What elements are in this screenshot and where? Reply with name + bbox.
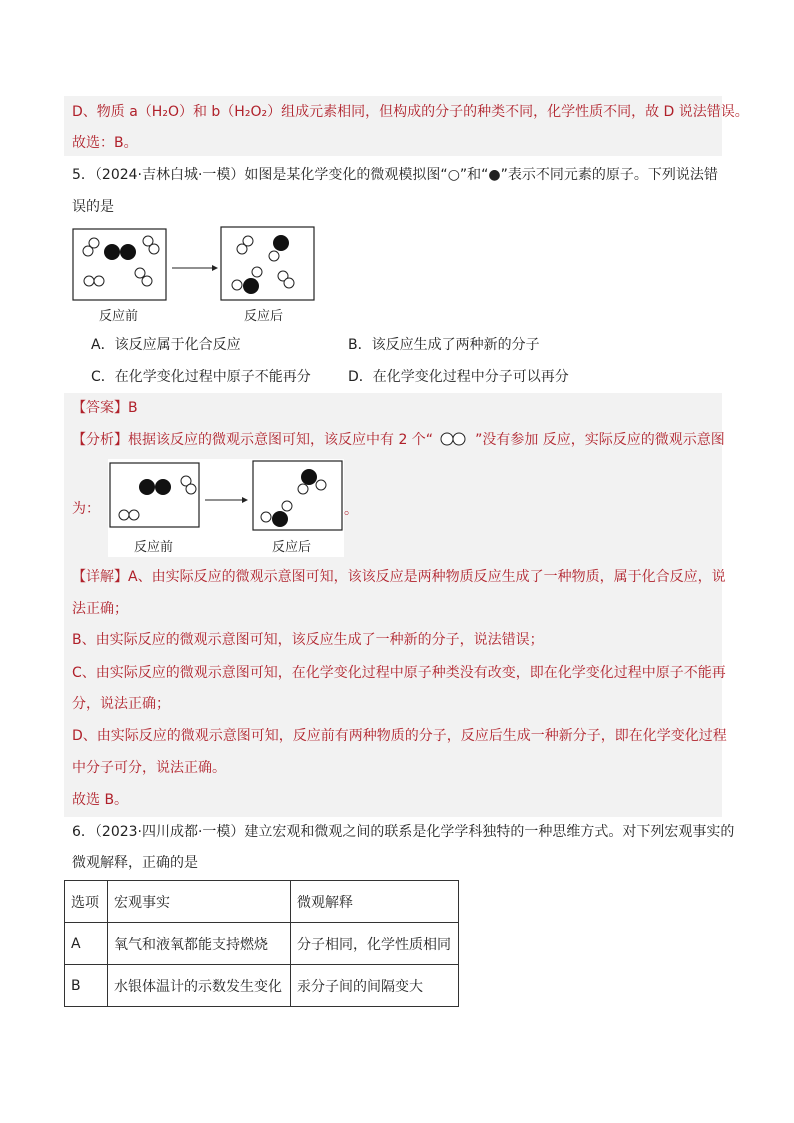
answer-line xyxy=(72,398,138,418)
analysis-text-start: 根据该反应的微观示意图可知，该反应中有 2 个“ xyxy=(128,432,434,448)
q6-stem-line1: 6．（2023·四川成都·一模）建立宏观和微观之间的联系是化学学科独特的一种思维方式。对下列宏观事实的 xyxy=(72,824,735,840)
table-cell: 汞分子间的间隔变大 xyxy=(291,965,459,1007)
answer-shade-main xyxy=(64,393,722,817)
detail-d-line2: 中分子可分，说法正确。 xyxy=(72,760,226,776)
q5-option-b: B．该反应生成了两种新的分子 xyxy=(348,337,540,353)
table-row xyxy=(65,923,459,965)
answer-tag: 【答案】 xyxy=(72,400,128,416)
table-header-cell: 选项 xyxy=(65,881,108,923)
detail-answer: 故选 B。 xyxy=(72,792,129,808)
detail-a-line2: 法正确； xyxy=(72,601,128,617)
table-header-cell: 微观解释 xyxy=(291,881,459,923)
q5-stem-line2: 误的是 xyxy=(72,199,114,215)
q6-stem-line2: 微观解释，正确的是 xyxy=(72,855,198,871)
prev-answer: 故选：B。 xyxy=(72,135,138,151)
q6-table xyxy=(64,880,459,1007)
detail-a-text: A、由实际反应的微观示意图可知，该该反应是两种物质反应生成了一种物质，属于化合反应，说 xyxy=(128,569,726,585)
q5-stem-line1: 5．（2024·吉林白城·一模）如图是某化学变化的微观模拟图“○”和“●”表示不同元素的原子。下列说法错 xyxy=(72,167,718,183)
detail-tag: 【详解】 xyxy=(72,569,128,585)
analysis-line xyxy=(72,430,725,450)
table-cell: 分子相同，化学性质相同 xyxy=(291,923,459,965)
fig1-label-before: 反应前 xyxy=(99,309,139,324)
unreacted-molecule-icon xyxy=(437,431,471,447)
detail-d-line1: D、由实际反应的微观示意图可知，反应前有两种物质的分子，反应后生成一种新分子，即在化学变化过程 xyxy=(72,728,727,744)
fig2-label-before: 反应前 xyxy=(134,540,174,555)
q5-option-d: D．在化学变化过程中分子可以再分 xyxy=(348,369,569,385)
detail-a-line1 xyxy=(72,567,726,587)
table-cell: 氧气和液氧都能支持燃烧 xyxy=(108,923,291,965)
analysis-tag: 【分析】 xyxy=(72,432,128,448)
table-cell: A xyxy=(65,923,108,965)
analysis-wei: 为： xyxy=(72,501,100,517)
q5-option-a: A．该反应属于化合反应 xyxy=(91,337,241,353)
table-row xyxy=(65,965,459,1007)
fig2-label-after: 反应后 xyxy=(272,540,312,555)
analysis-text-end: ”没有参加 反应，实际反应的微观示意图 xyxy=(475,432,725,448)
table-cell: B xyxy=(65,965,108,1007)
prev-option-d-explanation: D、物质 a（H₂O）和 b（H₂O₂）组成元素相同，但构成的分子的种类不同，化学性质不同，故 D 说法错误。 xyxy=(72,104,749,120)
q5-option-c: C．在化学变化过程中原子不能再分 xyxy=(91,369,311,385)
detail-c-line1: C、由实际反应的微观示意图可知，在化学变化过程中原子种类没有改变，即在化学变化过程中原子不能再 xyxy=(72,665,726,681)
table-cell: 水银体温计的示数发生变化 xyxy=(108,965,291,1007)
fig1-label-after: 反应后 xyxy=(244,309,284,324)
analysis-end-mark: 。 xyxy=(344,502,358,518)
detail-c-line2: 分，说法正确； xyxy=(72,696,170,712)
table-header-row xyxy=(65,881,459,923)
answer-value: B xyxy=(128,400,138,416)
detail-b: B、由实际反应的微观示意图可知，该反应生成了一种新的分子，说法错误； xyxy=(72,632,544,648)
table-header-cell: 宏观事实 xyxy=(108,881,291,923)
